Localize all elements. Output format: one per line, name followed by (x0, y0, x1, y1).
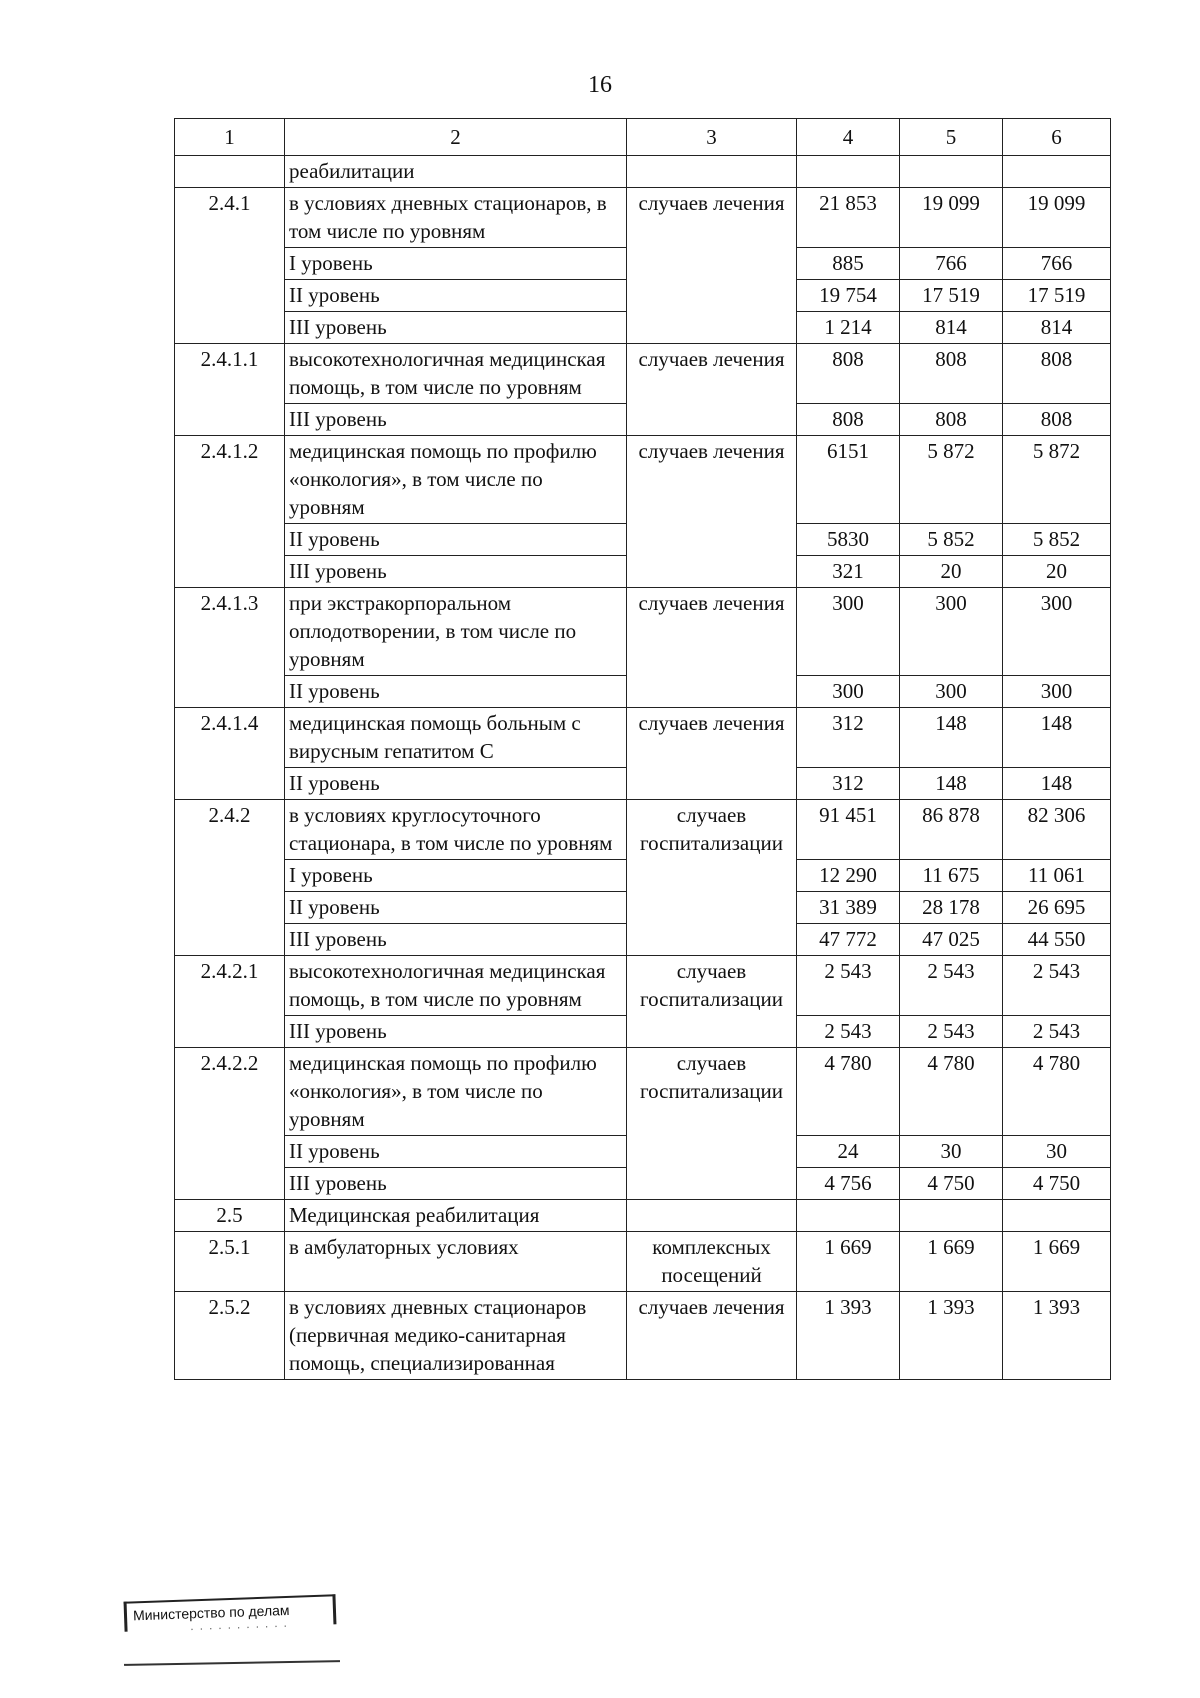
row-value-col4: 300 (797, 676, 900, 708)
row-name: III уровень (285, 556, 627, 588)
row-code: 2.4.1.4 (175, 708, 285, 800)
row-value-col6: 300 (1003, 588, 1111, 676)
row-value-col6: 19 099 (1003, 188, 1111, 248)
table-row (175, 800, 1111, 860)
row-name: I уровень (285, 860, 627, 892)
row-unit: случаев лечения (627, 436, 797, 588)
row-value-col6: 300 (1003, 676, 1111, 708)
row-unit: случаев госпитализации (627, 956, 797, 1048)
row-unit: случаев лечения (627, 1292, 797, 1380)
row-value-col6: 17 519 (1003, 280, 1111, 312)
row-value-col4: 4 756 (797, 1168, 900, 1200)
row-value-col4: 6151 (797, 436, 900, 524)
row-value-col6: 5 872 (1003, 436, 1111, 524)
row-name: II уровень (285, 676, 627, 708)
table-row (175, 1048, 1111, 1136)
row-value-col6: 148 (1003, 708, 1111, 768)
row-value-col4 (797, 156, 900, 188)
row-value-col5: 30 (900, 1136, 1003, 1168)
stamp-faded-mark: · · · · · · · · · · · (189, 1618, 289, 1636)
header-col-6: 6 (1003, 119, 1111, 156)
header-col-3: 3 (627, 119, 797, 156)
row-value-col5: 808 (900, 404, 1003, 436)
table-row (175, 588, 1111, 676)
row-value-col5: 86 878 (900, 800, 1003, 860)
row-value-col6: 1 393 (1003, 1292, 1111, 1380)
row-value-col6: 82 306 (1003, 800, 1111, 860)
row-value-col5 (900, 1200, 1003, 1232)
row-code (175, 156, 285, 188)
row-value-col5 (900, 156, 1003, 188)
row-value-col6: 808 (1003, 344, 1111, 404)
row-unit: случаев госпитализации (627, 1048, 797, 1200)
row-value-col6 (1003, 156, 1111, 188)
row-name: в условиях дневных стационаров (первичная медико-санитарная помощь, специализированная (285, 1292, 627, 1380)
signature-line (124, 1660, 340, 1666)
row-name: высокотехнологичная медицинская помощь, в том числе по уровням (285, 344, 627, 404)
row-name: при экстракорпоральном оплодотворении, в том числе по уровням (285, 588, 627, 676)
table-row (175, 708, 1111, 768)
row-name: в амбулаторных условиях (285, 1232, 627, 1292)
row-value-col4: 5830 (797, 524, 900, 556)
row-value-col5: 2 543 (900, 956, 1003, 1016)
row-value-col5: 4 780 (900, 1048, 1003, 1136)
row-value-col5: 19 099 (900, 188, 1003, 248)
row-value-col4: 885 (797, 248, 900, 280)
table-row (175, 1292, 1111, 1380)
row-value-col6: 4 780 (1003, 1048, 1111, 1136)
row-name: в условиях круглосуточного стационара, в том числе по уровням (285, 800, 627, 860)
row-code: 2.4.1.3 (175, 588, 285, 708)
row-value-col5: 1 393 (900, 1292, 1003, 1380)
row-value-col4: 1 669 (797, 1232, 900, 1292)
row-name: III уровень (285, 404, 627, 436)
row-value-col4 (797, 1200, 900, 1232)
row-value-col5: 148 (900, 708, 1003, 768)
row-value-col4: 1 393 (797, 1292, 900, 1380)
row-name: III уровень (285, 924, 627, 956)
row-value-col6: 44 550 (1003, 924, 1111, 956)
row-value-col6: 766 (1003, 248, 1111, 280)
row-value-col4: 808 (797, 404, 900, 436)
statistics-table (174, 118, 1111, 1380)
row-name: II уровень (285, 768, 627, 800)
table-row (175, 1200, 1111, 1232)
row-unit (627, 1200, 797, 1232)
row-value-col5: 28 178 (900, 892, 1003, 924)
row-code: 2.5.2 (175, 1292, 285, 1380)
row-code: 2.4.2.1 (175, 956, 285, 1048)
row-name: III уровень (285, 312, 627, 344)
stamp-text: Министерство по делам (132, 1601, 290, 1624)
row-value-col5: 2 543 (900, 1016, 1003, 1048)
row-unit: случаев госпитализации (627, 800, 797, 956)
row-value-col5: 300 (900, 588, 1003, 676)
table-body (175, 156, 1111, 1380)
row-value-col5: 1 669 (900, 1232, 1003, 1292)
row-value-col5: 814 (900, 312, 1003, 344)
table-row (175, 436, 1111, 524)
row-name: в условиях дневных стационаров, в том числе по уровням (285, 188, 627, 248)
row-value-col4: 24 (797, 1136, 900, 1168)
row-value-col5: 47 025 (900, 924, 1003, 956)
table-row (175, 188, 1111, 248)
row-value-col4: 31 389 (797, 892, 900, 924)
table-row (175, 344, 1111, 404)
row-value-col4: 91 451 (797, 800, 900, 860)
header-col-4: 4 (797, 119, 900, 156)
row-code: 2.4.1 (175, 188, 285, 344)
row-value-col4: 4 780 (797, 1048, 900, 1136)
row-value-col4: 300 (797, 588, 900, 676)
row-code: 2.5 (175, 1200, 285, 1232)
row-value-col4: 321 (797, 556, 900, 588)
table-row (175, 1232, 1111, 1292)
row-name: III уровень (285, 1016, 627, 1048)
row-name: медицинская помощь по профилю «онкология», в том числе по уровням (285, 436, 627, 524)
row-value-col4: 808 (797, 344, 900, 404)
row-value-col4: 2 543 (797, 956, 900, 1016)
row-name: высокотехнологичная медицинская помощь, в том числе по уровням (285, 956, 627, 1016)
row-value-col6: 148 (1003, 768, 1111, 800)
row-name: Медицинская реабилитация (285, 1200, 627, 1232)
table-header-row (175, 119, 1111, 156)
row-code: 2.4.1.1 (175, 344, 285, 436)
row-name: I уровень (285, 248, 627, 280)
row-value-col6 (1003, 1200, 1111, 1232)
row-name: II уровень (285, 1136, 627, 1168)
row-unit: случаев лечения (627, 344, 797, 436)
row-value-col6: 26 695 (1003, 892, 1111, 924)
row-value-col4: 19 754 (797, 280, 900, 312)
row-unit: случаев лечения (627, 588, 797, 708)
row-value-col4: 312 (797, 708, 900, 768)
header-col-2: 2 (285, 119, 627, 156)
row-name: реабилитации (285, 156, 627, 188)
row-value-col6: 4 750 (1003, 1168, 1111, 1200)
row-name: II уровень (285, 524, 627, 556)
row-value-col4: 2 543 (797, 1016, 900, 1048)
row-unit (627, 156, 797, 188)
row-code: 2.5.1 (175, 1232, 285, 1292)
row-value-col4: 21 853 (797, 188, 900, 248)
row-value-col5: 300 (900, 676, 1003, 708)
row-value-col6: 30 (1003, 1136, 1111, 1168)
page-number: 16 (588, 72, 612, 98)
row-name: III уровень (285, 1168, 627, 1200)
row-name: II уровень (285, 892, 627, 924)
row-value-col4: 47 772 (797, 924, 900, 956)
row-value-col6: 5 852 (1003, 524, 1111, 556)
row-value-col5: 20 (900, 556, 1003, 588)
row-code: 2.4.2.2 (175, 1048, 285, 1200)
row-value-col6: 11 061 (1003, 860, 1111, 892)
row-value-col5: 766 (900, 248, 1003, 280)
row-value-col5: 4 750 (900, 1168, 1003, 1200)
row-value-col4: 312 (797, 768, 900, 800)
row-value-col6: 2 543 (1003, 956, 1111, 1016)
row-unit: случаев лечения (627, 708, 797, 800)
row-name: II уровень (285, 280, 627, 312)
row-value-col6: 814 (1003, 312, 1111, 344)
table-row (175, 956, 1111, 1016)
row-value-col5: 5 872 (900, 436, 1003, 524)
row-unit: комплексных посещений (627, 1232, 797, 1292)
row-value-col5: 11 675 (900, 860, 1003, 892)
row-value-col6: 808 (1003, 404, 1111, 436)
row-name: медицинская помощь по профилю «онкология», в том числе по уровням (285, 1048, 627, 1136)
row-value-col4: 1 214 (797, 312, 900, 344)
table-row (175, 156, 1111, 188)
row-value-col5: 148 (900, 768, 1003, 800)
row-value-col5: 5 852 (900, 524, 1003, 556)
row-value-col6: 2 543 (1003, 1016, 1111, 1048)
header-col-1: 1 (175, 119, 285, 156)
row-unit: случаев лечения (627, 188, 797, 344)
row-code: 2.4.2 (175, 800, 285, 956)
row-name: медицинская помощь больным с вирусным гепатитом С (285, 708, 627, 768)
row-value-col5: 808 (900, 344, 1003, 404)
header-col-5: 5 (900, 119, 1003, 156)
row-value-col6: 1 669 (1003, 1232, 1111, 1292)
row-value-col4: 12 290 (797, 860, 900, 892)
row-value-col5: 17 519 (900, 280, 1003, 312)
row-code: 2.4.1.2 (175, 436, 285, 588)
row-value-col6: 20 (1003, 556, 1111, 588)
